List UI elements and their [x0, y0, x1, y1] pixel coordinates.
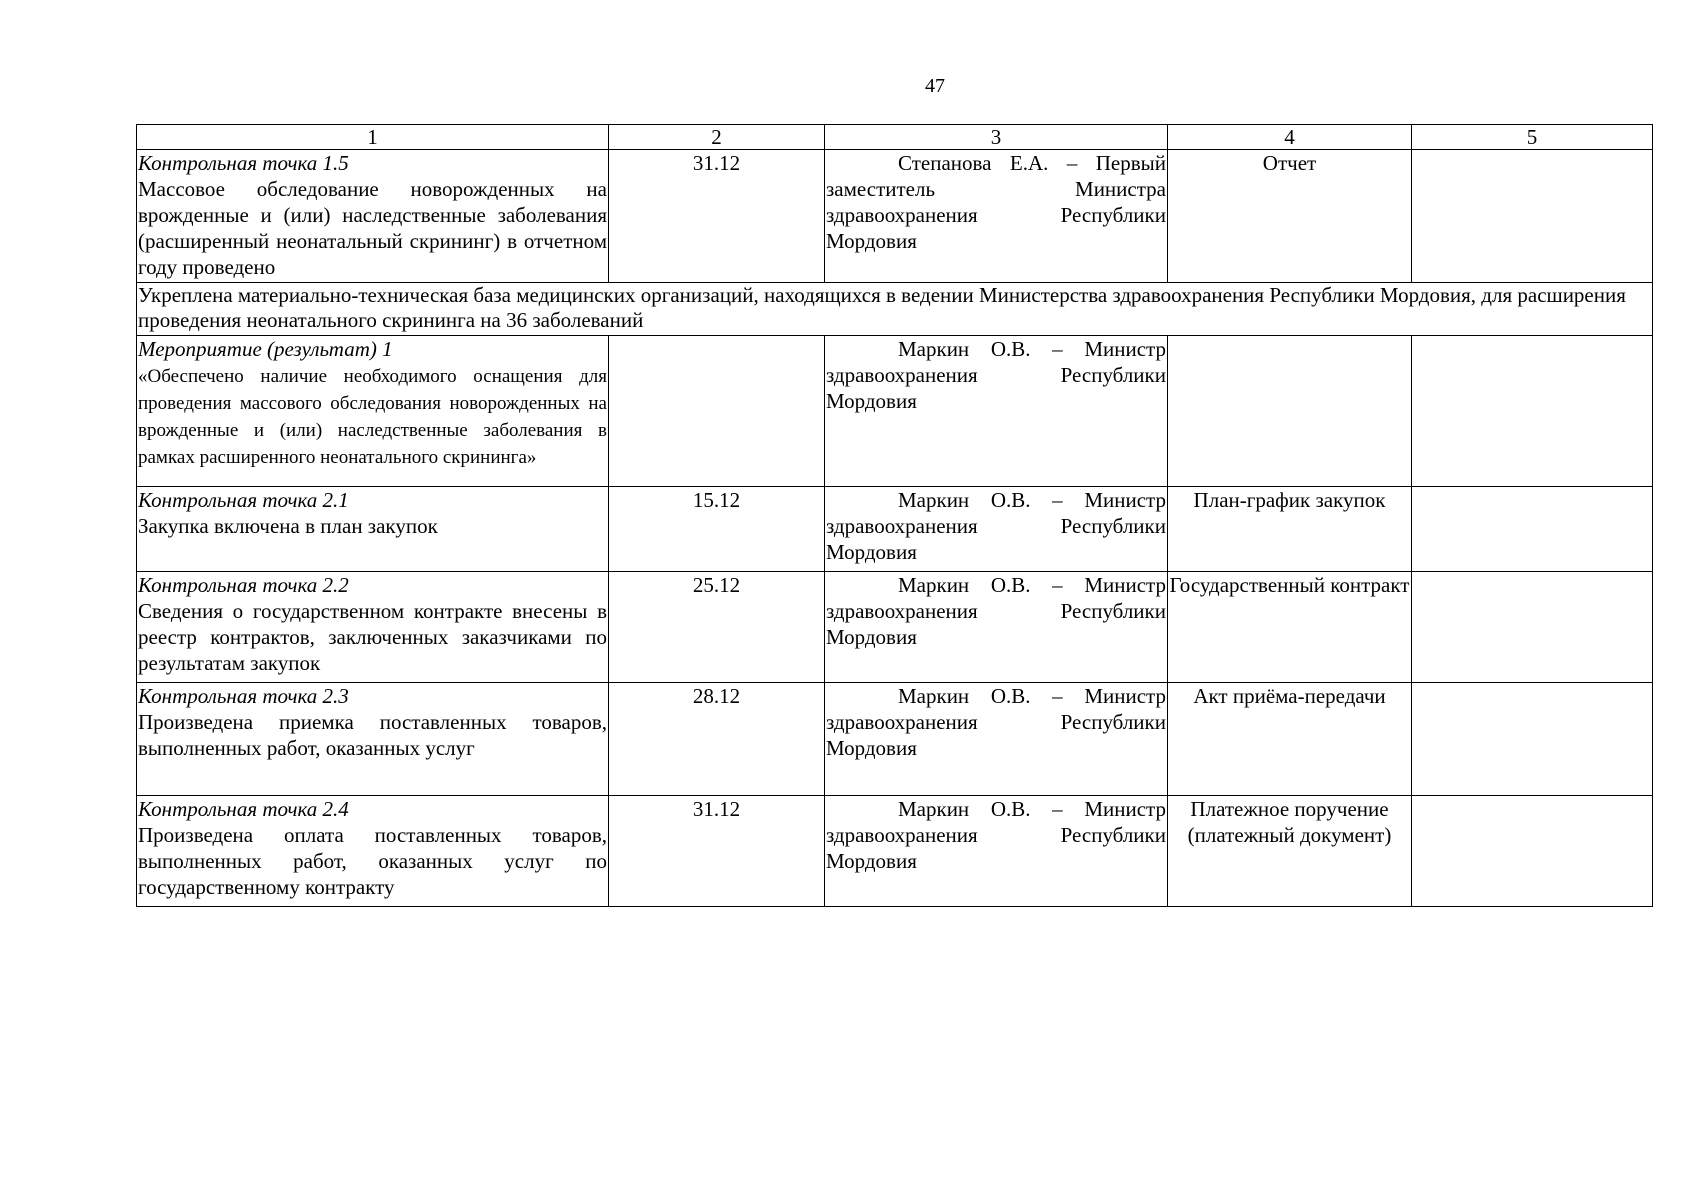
responsible-position: здравоохранения Республики Мордовия	[826, 710, 1166, 760]
table-row	[137, 283, 1653, 336]
table-row	[137, 683, 1653, 796]
responsible-cell	[825, 683, 1168, 796]
header-cell-4: 4	[1168, 125, 1412, 150]
responsible-cell	[825, 572, 1168, 683]
date-cell: 25.12	[609, 572, 825, 683]
responsible-cell	[825, 796, 1168, 907]
event-text: Произведена приемка поставленных товаров, выполненных работ, оказанных услуг	[138, 710, 607, 760]
responsible-name: Маркин О.В. – Министр	[898, 337, 1166, 361]
header-cell-3: 3	[825, 125, 1168, 150]
col5-cell	[1412, 336, 1653, 487]
responsible-position: заместитель Министра здравоохранения Республики Мордовия	[826, 177, 1166, 253]
header-cell-1: 1	[137, 125, 609, 150]
event-cell	[137, 336, 609, 487]
document-cell: Платежное поручение (платежный документ)	[1168, 796, 1412, 907]
table-row	[137, 796, 1653, 907]
event-text: Сведения о государственном контракте внесены в реестр контрактов, заключенных заказчиками по результатам закупок	[138, 599, 607, 675]
date-cell: 28.12	[609, 683, 825, 796]
responsible-name: Степанова Е.А. – Первый	[898, 151, 1166, 175]
event-cell	[137, 572, 609, 683]
event-text: «Обеспечено наличие необходимого оснащения для проведения массового обследования новорожденных на врожденные и (или) наследственные заболевания в рамках расширенного неонатального скрининга»	[138, 366, 607, 468]
document-cell: План-график закупок	[1168, 487, 1412, 572]
date-cell: 31.12	[609, 150, 825, 283]
responsible-position: здравоохранения Республики Мордовия	[826, 599, 1166, 649]
document-cell: Отчет	[1168, 150, 1412, 283]
event-cell	[137, 683, 609, 796]
col5-cell	[1412, 796, 1653, 907]
event-title: Контрольная точка 2.3	[138, 684, 349, 708]
result-cell: Укреплена материально-техническая база медицинских организаций, находящихся в ведении Министерства здравоохранения Республики Мордовия, для расширения проведения неонатального скрининга на 36 заболеваний	[137, 283, 1653, 336]
responsible-name: Маркин О.В. – Министр	[898, 573, 1166, 597]
event-title: Контрольная точка 2.1	[138, 488, 349, 512]
event-title: Контрольная точка 2.2	[138, 573, 349, 597]
table-row	[137, 150, 1653, 283]
event-title: Мероприятие (результат) 1	[138, 337, 393, 361]
col5-cell	[1412, 487, 1653, 572]
event-text: Произведена оплата поставленных товаров, выполненных работ, оказанных услуг по государственному контракту	[138, 823, 607, 899]
event-title: Контрольная точка 2.4	[138, 797, 349, 821]
col5-cell	[1412, 150, 1653, 283]
responsible-name: Маркин О.В. – Министр	[898, 488, 1166, 512]
responsible-cell	[825, 150, 1168, 283]
event-text: Закупка включена в план закупок	[138, 514, 438, 538]
document-cell: Акт приёма-передачи	[1168, 683, 1412, 796]
header-row	[137, 125, 1653, 150]
date-cell: 31.12	[609, 796, 825, 907]
event-cell	[137, 796, 609, 907]
page-number: 47	[925, 75, 945, 97]
table-row	[137, 487, 1653, 572]
table-row	[137, 336, 1653, 487]
event-cell	[137, 487, 609, 572]
col5-cell	[1412, 572, 1653, 683]
responsible-position: здравоохранения Республики Мордовия	[826, 514, 1166, 564]
plan-table	[136, 124, 1653, 907]
document-cell: Государственный контракт	[1168, 572, 1412, 683]
document-cell	[1168, 336, 1412, 487]
date-cell	[609, 336, 825, 487]
responsible-position: здравоохранения Республики Мордовия	[826, 363, 1166, 413]
event-text: Массовое обследование новорожденных на врожденные и (или) наследственные заболевания (расширенный неонатальный скрининг) в отчетном году проведено	[138, 177, 607, 279]
responsible-name: Маркин О.В. – Министр	[898, 684, 1166, 708]
col5-cell	[1412, 683, 1653, 796]
table-row	[137, 572, 1653, 683]
responsible-position: здравоохранения Республики Мордовия	[826, 823, 1166, 873]
header-cell-2: 2	[609, 125, 825, 150]
responsible-cell	[825, 336, 1168, 487]
responsible-name: Маркин О.В. – Министр	[898, 797, 1166, 821]
responsible-cell	[825, 487, 1168, 572]
date-cell: 15.12	[609, 487, 825, 572]
event-cell	[137, 150, 609, 283]
header-cell-5: 5	[1412, 125, 1653, 150]
event-title: Контрольная точка 1.5	[138, 151, 349, 175]
